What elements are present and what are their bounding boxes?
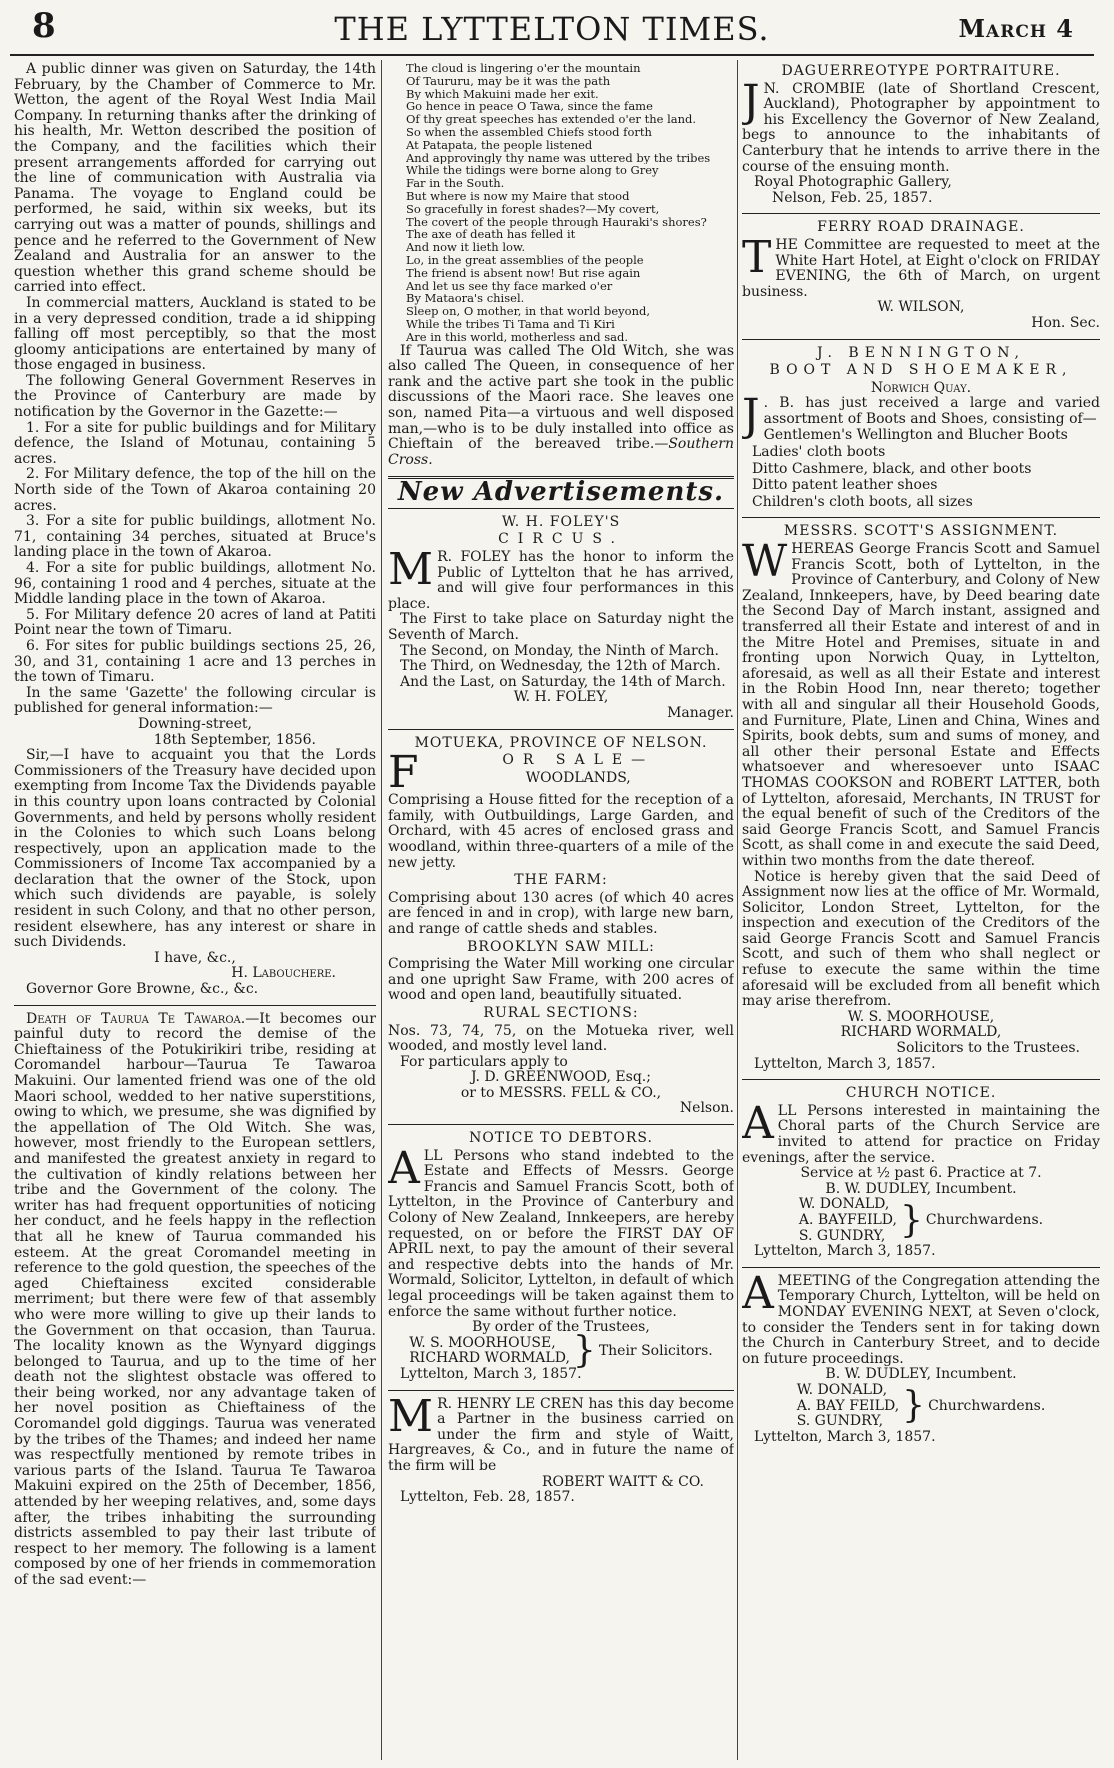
poem-line: And let us see thy face marked o'er [406, 279, 613, 293]
circular-place: Downing-street, [138, 715, 252, 732]
farm-heading: THE FARM: [514, 872, 608, 889]
drop-cap: M [388, 544, 434, 596]
poem-line: At Patapata, the people listened [406, 138, 593, 152]
scott-signatory: W. S. MOORHOUSE, [847, 1008, 995, 1025]
motueka-forsale: F OR SALE— WOODLANDS, [388, 747, 655, 799]
ferry-heading: FERRY ROAD DRAINAGE. [817, 219, 1025, 236]
boot-item: Ditto patent leather shoes [752, 477, 938, 494]
church-times: Service at ½ past 6. Practice at 7. [800, 1165, 1042, 1182]
brace-icon: } [902, 1385, 926, 1427]
farm-body: Comprising about 130 acres (of which 40 acres are fenced in and in crop), with large new barn, and range of cattle sheds and stables. [388, 889, 734, 937]
scott-heading: MESSRS. SCOTT'S ASSIGNMENT. [783, 523, 1059, 540]
poem-line: But where is now my Maire that stood [406, 189, 630, 203]
poem-line: The cloud is lingering o'er the mountain [406, 62, 641, 75]
circus-date: The First to take place on Saturday night the Seventh of March. [388, 611, 734, 644]
agent-place: Nelson. [679, 1100, 734, 1117]
drop-cap: M [388, 1390, 434, 1442]
poem-line: Lo, in the great assemblies of the people [406, 253, 644, 267]
scott-role: Solicitors to the Trustees. [896, 1040, 1080, 1057]
dag-gallery: Royal Photographic Gallery, [754, 174, 952, 191]
boot-item: Children's cloth boots, all sizes [752, 493, 973, 510]
article-circular: In the same 'Gazette' the following circular is published for general information:— [14, 684, 376, 717]
boot-name: J. BENNINGTON, [816, 344, 1026, 361]
debtors-order: By order of the Trustees, [472, 1319, 650, 1336]
divider [742, 1079, 1100, 1080]
divider [742, 339, 1100, 340]
agent-name: J. D. GREENWOOD, Esq.; [471, 1069, 651, 1086]
divider [388, 508, 734, 509]
meeting-date: Lyttelton, March 3, 1857. [754, 1428, 936, 1445]
death-headline: Death of Taurua Te Tawaroa. [26, 1010, 246, 1027]
circular-signature: H. Labouchere. [231, 965, 336, 982]
circus-signature: W. H. FOLEY, [513, 689, 609, 706]
circular-closing: I have, &c., [154, 949, 236, 966]
poem-line: Of thy great speeches has extended o'er the land. [406, 113, 697, 126]
reserve-item: 1. For a site for public buildings and for Military defence, the Island of Motunau, containing 5 acres. [14, 419, 376, 467]
issue-date: March 4 [958, 14, 1074, 43]
article-witch [388, 344, 734, 469]
dag-date: Nelson, Feb. 25, 1857. [772, 189, 933, 206]
poem-line: And approvingly thy name was uttered by the tribes [406, 151, 711, 165]
new-advertisements-header: New Advertisements. [397, 477, 725, 508]
boot-item: Gentlemen's Wellington and Blucher Boots [763, 427, 1068, 444]
column-rule [381, 60, 382, 1760]
drop-cap: J [742, 75, 760, 127]
ad-daguerreotype [742, 64, 1100, 206]
church-heading: CHURCH NOTICE. [845, 1085, 997, 1102]
church-date: Lyttelton, March 3, 1857. [754, 1243, 936, 1260]
scott-notice: Notice is hereby given that the said Deed of Assignment now lies at the office of Mr. Wormald, Solicitor, London Street, Lyttelton, for the inspection and execution of the Creditors of the said George Francis Scott and Samuel Francis Scott, and such of them who shall neglect or refuse to execute the same within the time aforesaid will be excluded from all benefit which may arise therefrom. [742, 868, 1100, 1010]
drop-cap: W [742, 536, 788, 588]
reserve-item: 6. For sites for public buildings sections 25, 26, 30, and 31, containing 1 acre and 13 perches in the town of Timaru. [14, 637, 376, 686]
column-1 [14, 62, 376, 1758]
column-2 [388, 62, 734, 1758]
circular-date: 18th September, 1856. [153, 731, 316, 748]
meeting-signature: B. W. DUDLEY, Incumbent. [825, 1366, 1017, 1383]
circus-role: Manager. [667, 705, 734, 721]
motueka-heading: MOTUEKA, PROVINCE OF NELSON. [414, 734, 708, 751]
mill-heading: BROOKLYN SAW MILL: [467, 938, 655, 955]
boot-trade: BOOT AND SHOEMAKER, [769, 362, 1073, 379]
ad-scott-assignment [742, 524, 1100, 1072]
motueka-house: Comprising a House fitted for the reception of a family, with Outbuildings, Large Garden, and Orchard, with 45 acres of enclosed grass and woodland, within three-quarters of a mile of the new jetty. [388, 792, 734, 871]
ad-circus [388, 515, 734, 722]
partner-firm: ROBERT WAITT & CO. [541, 1473, 704, 1490]
boot-body: J . B. has just received a large and varied assortment of Boots and Shoes, consisting of— [742, 390, 1100, 442]
divider [742, 517, 1100, 518]
scott-date: Lyttelton, March 3, 1857. [754, 1055, 936, 1072]
brace-icon: } [899, 1199, 923, 1241]
mill-body: Comprising the Water Mill working one circular and one upright Saw Frame, with 200 acres of wood and open land, beautifully situated. [388, 956, 734, 1004]
circus-date: The Second, on Monday, the Ninth of March. [400, 642, 720, 659]
poem-line: The axe of death has felled it [406, 228, 576, 242]
lament-poem [388, 62, 734, 344]
circus-heading: CIRCUS. [498, 531, 624, 548]
church-wardens: W. DONALD, A. BAYFEILD, S. GUNDRY, } Churchwardens. [798, 1196, 1044, 1244]
agent-name: or to MESSRS. FELL & CO., [460, 1084, 662, 1101]
debtors-signatories: W. S. MOORHOUSE, RICHARD WORMALD, } Their Solicitors. [409, 1330, 713, 1372]
partner-date: Lyttelton, Feb. 28, 1857. [400, 1489, 575, 1506]
ad-partner [388, 1390, 734, 1506]
circus-date: And the Last, on Saturday, the 14th of March. [400, 673, 726, 690]
divider [742, 213, 1100, 214]
poem-line: Go hence in peace O Tawa, since the fame [406, 100, 653, 114]
circus-date: The Third, on Wednesday, the 12th of March. [400, 658, 721, 675]
article-dinner: A public dinner was given on Saturday, the 14th February, by the Chamber of Commerce to Mr. Wetton, the agent of the Royal West India Mail Company. In returning thanks after the drinking of his health, Mr. Wetton described the position of the Company, and the facilities which their present arrangements afforded for carrying out the line of communication with Australia via Panama. The voyage to England could be performed, he said, within six weeks, but its carrying out was a matter of pounds, shillings and pence and he referred to the Government of New Zealand and Australia for an answer to the question whether this grand scheme should be carried into effect. [14, 62, 376, 296]
divider [388, 1124, 734, 1125]
church-body: ALL Persons interested in maintaining the Choral parts of the Church Service are invited to attend for practice on Friday evenings, after the service. [742, 1097, 1100, 1166]
poem-line: By Mataora's chisel. [406, 292, 525, 306]
circular-body: Sir,—I have to acquaint you that the Lords Commissioners of the Treasury have decided upon exempting from Income Tax the Dividends payable in this country upon loans contracted by Colonial Governments, and held by persons wholly resident in the Colonies to which such Loans belong respectively, upon an application made to the Commissioners of Income Tax accompanied by a declaration that the owner of the Stock, upon which such dividends are payable, is solely resident in such Colony, and that no other person, resident elsewhere, has any interest or share in such Dividends. [14, 747, 376, 951]
poem-line: While the tidings were borne along to Grey [406, 164, 659, 178]
meeting-wardens: W. DONALD, A. BAY FEILD, S. GUNDRY, } Churchwardens. [796, 1381, 1046, 1430]
drop-cap: A [742, 1267, 774, 1319]
drop-cap: J [742, 390, 760, 442]
circus-body: M R. FOLEY has the honor to inform the Public of Lyttelton that he has arrived, and will give four performances in this place. [388, 544, 734, 612]
reserve-item: 4. For a site for public buildings, allotment No. 96, containing 1 rood and 4 perches, situate at the Middle landing place in the town of Akaroa. [14, 560, 376, 608]
poem-line: By which Makuini made her exit. [406, 87, 599, 101]
ad-debtors [388, 1131, 734, 1383]
poem-line: And now it lieth low. [406, 241, 526, 254]
poem-line: The covert of the people through Hauraki's shores? [406, 215, 707, 229]
death-body: —It becomes our painful duty to record the demise of the Chieftainess of the Potukirikiri tribe, residing at Coromandel harbour—Taurua Te Tawaroa Makuini. Our lamented friend was one of the old Maori school, wedded to her native superstitions, owing to which, we presume, she was dignified by the appellation of The Old Witch. She was, however, most friendly to the European settlers, and manifested the greatest anxiety in regard to the cultivation of kindly relations between her tribe and the Government of the colony. The writer has had frequent opportunities of noticing her conduct, and he feels happy in the reflection that all he knew of Taurua commanded his esteem. At the great Coromandel meeting in reference to the gold question, the speeches of the aged Chieftainess excited considerable merriment; but there were few of that assembly who were more willing to give up their lands to the Government on that occasion, than Taurua. The locality known as the Wynyard diggings belonged to Taurua, and up to the time of her death not the slightest obstacle was offered to their being worked, nor any advantage taken of her novel position as Chieftainess of the Coromandel gold diggings. Taurua was venerated by the tribes of the Thames; and indeed her name was respectfully mentioned by remote tribes in various parts of the Island. Taurua Te Tawaroa Makuini expired on the 25th of December, 1856, attended by her weeping relatives, and, some days after, the tribes inhabiting the surrounding districts assembled to pay their last tribute of respect to her memory. The following is a lament composed by one of her friends in commemoration of the sad event:— [14, 1010, 376, 1588]
article-auckland: In commercial matters, Auckland is stated to be in a very depressed condition, trade a id shipping falling off most perceptibly, so that the most gloomy anticipations are entertained by many of those engaged in business. [14, 294, 376, 374]
column-rule [737, 60, 738, 1760]
poem-line: So when the assembled Chiefs stood forth [406, 125, 652, 139]
rural-heading: RURAL SECTIONS: [483, 1004, 639, 1021]
reserve-item: 5. For Military defence 20 acres of land at Patiti Point near the town of Timaru. [14, 606, 376, 639]
boot-item: Ditto Cashmere, black, and other boots [752, 460, 1032, 477]
ad-ferry-road [742, 220, 1100, 331]
page-number: 8 [32, 6, 56, 46]
meeting-body: AMEETING of the Congregation attending the Temporary Church, Lyttelton, will be held on MONDAY EVENING NEXT, at Seven o'clock, to consider the Tenders sent in for taking down the Church in Canterbury Street, and to decide on future proceedings. [742, 1267, 1100, 1367]
witch-body: If Taurua was called The Old Witch, she was also called The Queen, in consequence of her rank and the active part she took in the public discussions of the Maori race. She leaves one son, named Pita—a virtuous and well disposed man,—who is to be duly installed into office as Chieftain of the bereaved tribe. [388, 342, 734, 453]
reserve-item: 3. For a site for public buildings, allotment No. 71, containing 34 perches, situated at Bruce's landing place in the town of Akaroa. [14, 513, 376, 561]
partner-body: M R. HENRY LE CREN has this day become a Partner in the business carried on under the firm and style of Waitt, Hargreaves, & Co., and in future the name of the firm will be [388, 1390, 734, 1474]
scott-body: WHEREAS George Francis Scott and Samuel Francis Scott, both of Lyttelton, in the Province of Canterbury, and Colony of New Zealand, Innkeepers, have, by Deed bearing date the Second Day of March instant, assigned and transferred all their Estate and interest of and in the Mitre Hotel and Premises, situate in and fronting upon Norwich Quay, in Lyttelton, aforesaid, as well as all their Estate and interest in the Robin Hood Inn, near thereto; together with all and singular all their Household Goods, and Furniture, Plate, Linen and China, Wines and Spirits, book debts, sum and sums of money, and all other their personal Estate and Effects whatsoever and wheresoever unto ISAAC THOMAS COOKSON and ROBERT LATTER, both of Lyttelton, aforesaid, Merchants, IN TRUST for the equal benefit of such of the Creditors of the said George Francis Scott, and Samuel Francis Scott, as shall come in and execute the said Deed, within two months from the date thereof. [742, 536, 1100, 869]
article-reserves: The following General Government Reserves in the Province of Canterbury are made by notification by the Governor in the Gazette:— [14, 372, 376, 421]
boot-item: Ladies' cloth boots [752, 444, 886, 461]
poem-line: Of Taururu, may be it was the path [406, 74, 611, 88]
poem-line: Are in this world, motherless and sad. [406, 330, 629, 344]
boot-address: Norwich Quay. [870, 379, 972, 396]
drop-cap: A [742, 1097, 774, 1149]
drop-cap: A [388, 1142, 420, 1194]
witch-source: —Southern Cross. [388, 436, 734, 468]
drop-cap: F [388, 747, 419, 799]
church-signature: B. W. DUDLEY, Incumbent. [825, 1180, 1017, 1197]
dag-body: J N. CROMBIE (late of Shortland Crescent, Auckland), Photographer by appointment to his Excellency the Governor of New Zealand, begs to announce to the inhabitants of Canterbury that he intends to arrive there in the course of the ensuing month. [742, 75, 1100, 175]
poem-line: While the tribes Ti Tama and Ti Kiri [406, 317, 615, 331]
ad-congregation-meeting [742, 1267, 1100, 1446]
poem-line: The friend is absent now! But rise again [406, 266, 641, 280]
rural-body: Nos. 73, 74, 75, on the Motueka river, well wooded, and mostly level land. [388, 1022, 734, 1055]
debtors-heading: NOTICE TO DEBTORS. [469, 1130, 653, 1147]
debtors-body: ALL Persons who stand indebted to the Estate and Effects of Messrs. George Francis and Samuel Francis Scott, both of Lyttelton, in the Province of Canterbury and Colony of New Zealand, Innkeepers, are hereby requested, on or before the FIRST DAY OF APRIL next, to pay the amount of their several and respective debts into the hands of Mr. Wormald, Solicitor, Lyttelton, in default of which legal proceedings will be taken against them to enforce the same without further notice. [388, 1142, 734, 1320]
apply-text: For particulars apply to [400, 1053, 568, 1070]
divider [14, 1005, 376, 1006]
ferry-signature: W. WILSON, [877, 299, 965, 316]
ferry-body: THE Committee are requested to meet at the White Hart Hotel, at Eight o'clock on FRIDAY EVENING, the 6th of March, on urgent business. [742, 231, 1100, 300]
divider [388, 729, 734, 730]
reserve-item: 2. For Military defence, the top of the hill on the North side of the Town of Akaroa containing 20 acres. [14, 466, 376, 514]
divider [742, 1267, 1100, 1268]
drop-cap: T [742, 231, 772, 283]
masthead [10, 4, 1094, 56]
ad-church-notice [742, 1086, 1100, 1260]
poem-line: Sleep on, O mother, in that world beyond, [406, 305, 650, 318]
newspaper-title: THE LYTTELTON TIMES. [334, 10, 770, 48]
column-3 [742, 62, 1100, 1758]
circus-title: W. H. FOLEY'S [501, 513, 621, 530]
divider [388, 1390, 734, 1391]
poem-line: Far in the South. [406, 177, 505, 190]
dag-heading: DAGUERREOTYPE PORTRAITURE. [781, 63, 1061, 79]
debtors-date: Lyttelton, March 3, 1857. [400, 1365, 582, 1382]
ad-bootmaker [742, 346, 1100, 511]
article-death [14, 1012, 376, 1589]
ad-motueka [388, 736, 734, 1117]
ferry-role: Hon. Sec. [1031, 314, 1100, 331]
poem-line: So gracefully in forest shades?—My covert, [406, 202, 660, 216]
scott-signatory: RICHARD WORMALD, [840, 1024, 1002, 1041]
circular-addressee: Governor Gore Browne, &c., &c. [26, 981, 259, 998]
brace-icon: } [572, 1330, 596, 1372]
